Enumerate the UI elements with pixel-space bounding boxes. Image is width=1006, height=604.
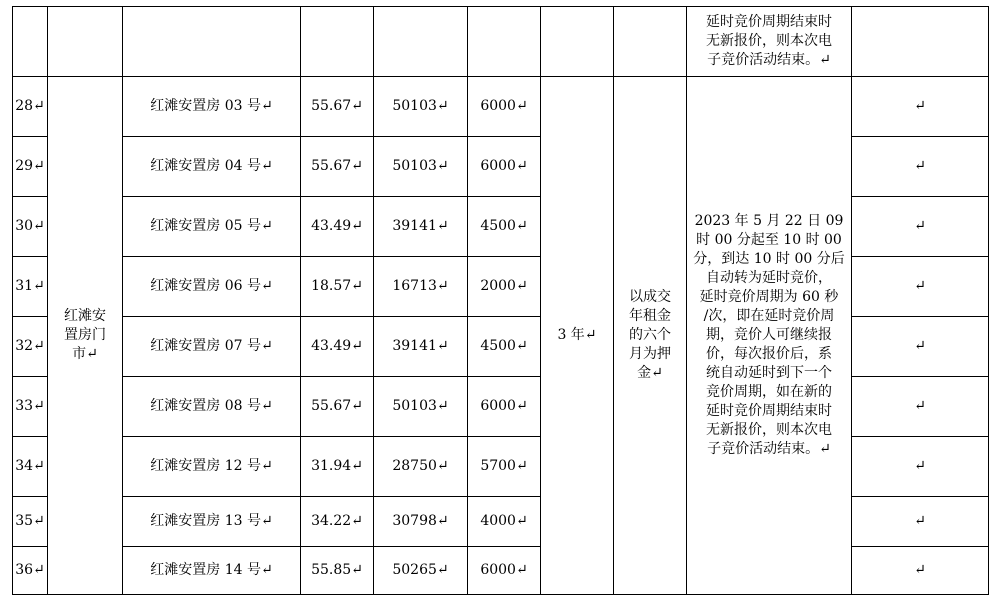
bidding-rule-cell [687,77,852,595]
rule-line: 子竞价活动结束。↵ [707,441,831,457]
rule-line: 期，竞价人可继续报 [706,327,832,343]
deposit-line: 月为押 [629,346,671,362]
row-number: 29↵ [13,137,48,197]
price-value: 39141↵ [374,197,468,257]
deposit-value: 6000↵ [468,377,541,437]
area-value: 34.22↵ [301,497,374,547]
table-row [13,77,989,137]
market-name-cell [48,77,123,595]
deposit-value: 2000↵ [468,257,541,317]
lease-term-cell: 3 年↵ [541,77,614,595]
deposit-value: 4000↵ [468,497,541,547]
row-number: 34↵ [13,437,48,497]
rule-line: 分，到达 10 时 00 分后 [693,251,845,267]
rule-line: 竞价周期，如在新的 [706,384,832,400]
cell-empty [374,7,468,77]
deposit-value: 4500↵ [468,317,541,377]
price-value: 50265↵ [374,547,468,595]
property-name: 红滩安置房 04 号↵ [123,137,301,197]
area-value: 31.94↵ [301,437,374,497]
rental-table [12,6,989,595]
deposit-line: 以成交 [629,289,671,305]
cell-empty [48,7,123,77]
rule-line: 延时竞价周期结束时 [706,14,832,30]
area-value: 18.57↵ [301,257,374,317]
market-line: 红滩安 [64,308,106,324]
rule-line: 价，每次报价后，系 [706,346,832,362]
remarks-cell: ↵ [852,77,989,137]
rule-line: 无新报价，则本次电 [706,422,832,438]
rule-line: 自动转为延时竞价， [706,270,832,286]
property-name: 红滩安置房 07 号↵ [123,317,301,377]
cell-empty [541,7,614,77]
property-name: 红滩安置房 12 号↵ [123,437,301,497]
area-value: 43.49↵ [301,197,374,257]
cell-empty [13,7,48,77]
area-value: 55.67↵ [301,77,374,137]
price-value: 28750↵ [374,437,468,497]
remarks-cell: ↵ [852,437,989,497]
rule-line: 延时竞价周期结束时 [706,403,832,419]
cell-empty [614,7,687,77]
price-value: 39141↵ [374,317,468,377]
deposit-value: 6000↵ [468,547,541,595]
deposit-line: 的六个 [629,327,671,343]
row-number: 33↵ [13,377,48,437]
rule-line: 统自动延时到下一个 [706,365,832,381]
rule-text-continued [687,7,852,77]
row-number: 36↵ [13,547,48,595]
price-value: 50103↵ [374,77,468,137]
property-name: 红滩安置房 08 号↵ [123,377,301,437]
row-number: 28↵ [13,77,48,137]
deposit-line: 年租金 [629,308,671,324]
remarks-cell: ↵ [852,317,989,377]
deposit-value: 5700↵ [468,437,541,497]
cell-empty [123,7,301,77]
row-number: 30↵ [13,197,48,257]
area-value: 55.67↵ [301,137,374,197]
property-name: 红滩安置房 03 号↵ [123,77,301,137]
remarks-cell: ↵ [852,377,989,437]
property-name: 红滩安置房 13 号↵ [123,497,301,547]
deposit-line: 金↵ [637,365,663,381]
deposit-value: 4500↵ [468,197,541,257]
area-value: 43.49↵ [301,317,374,377]
cell-empty [301,7,374,77]
remarks-cell: ↵ [852,497,989,547]
deposit-rule-cell [614,77,687,595]
property-name: 红滩安置房 06 号↵ [123,257,301,317]
rule-line: 2023 年 5 月 22 日 09 [694,213,844,229]
table-row-continued [13,7,989,77]
remarks-cell: ↵ [852,137,989,197]
deposit-value: 6000↵ [468,137,541,197]
market-line: 市↵ [72,346,98,362]
rule-line: 延时竞价周期为 60 秒 [699,289,839,305]
price-value: 16713↵ [374,257,468,317]
price-value: 30798↵ [374,497,468,547]
price-value: 50103↵ [374,137,468,197]
rule-line: /次，即在延时竞价周 [703,308,835,324]
row-number: 35↵ [13,497,48,547]
cell-empty [468,7,541,77]
area-value: 55.67↵ [301,377,374,437]
price-value: 50103↵ [374,377,468,437]
property-name: 红滩安置房 14 号↵ [123,547,301,595]
rule-line: 无新报价，则本次电 [706,33,832,49]
row-number: 31↵ [13,257,48,317]
row-number: 32↵ [13,317,48,377]
remarks-cell: ↵ [852,197,989,257]
rule-line: 时 00 分起至 10 时 00 [696,232,842,248]
remarks-cell: ↵ [852,257,989,317]
cell-empty [852,7,989,77]
remarks-cell: ↵ [852,547,989,595]
area-value: 55.85↵ [301,547,374,595]
property-name: 红滩安置房 05 号↵ [123,197,301,257]
deposit-value: 6000↵ [468,77,541,137]
market-line: 置房门 [64,327,106,343]
rule-line: 子竞价活动结束。↵ [707,52,831,68]
